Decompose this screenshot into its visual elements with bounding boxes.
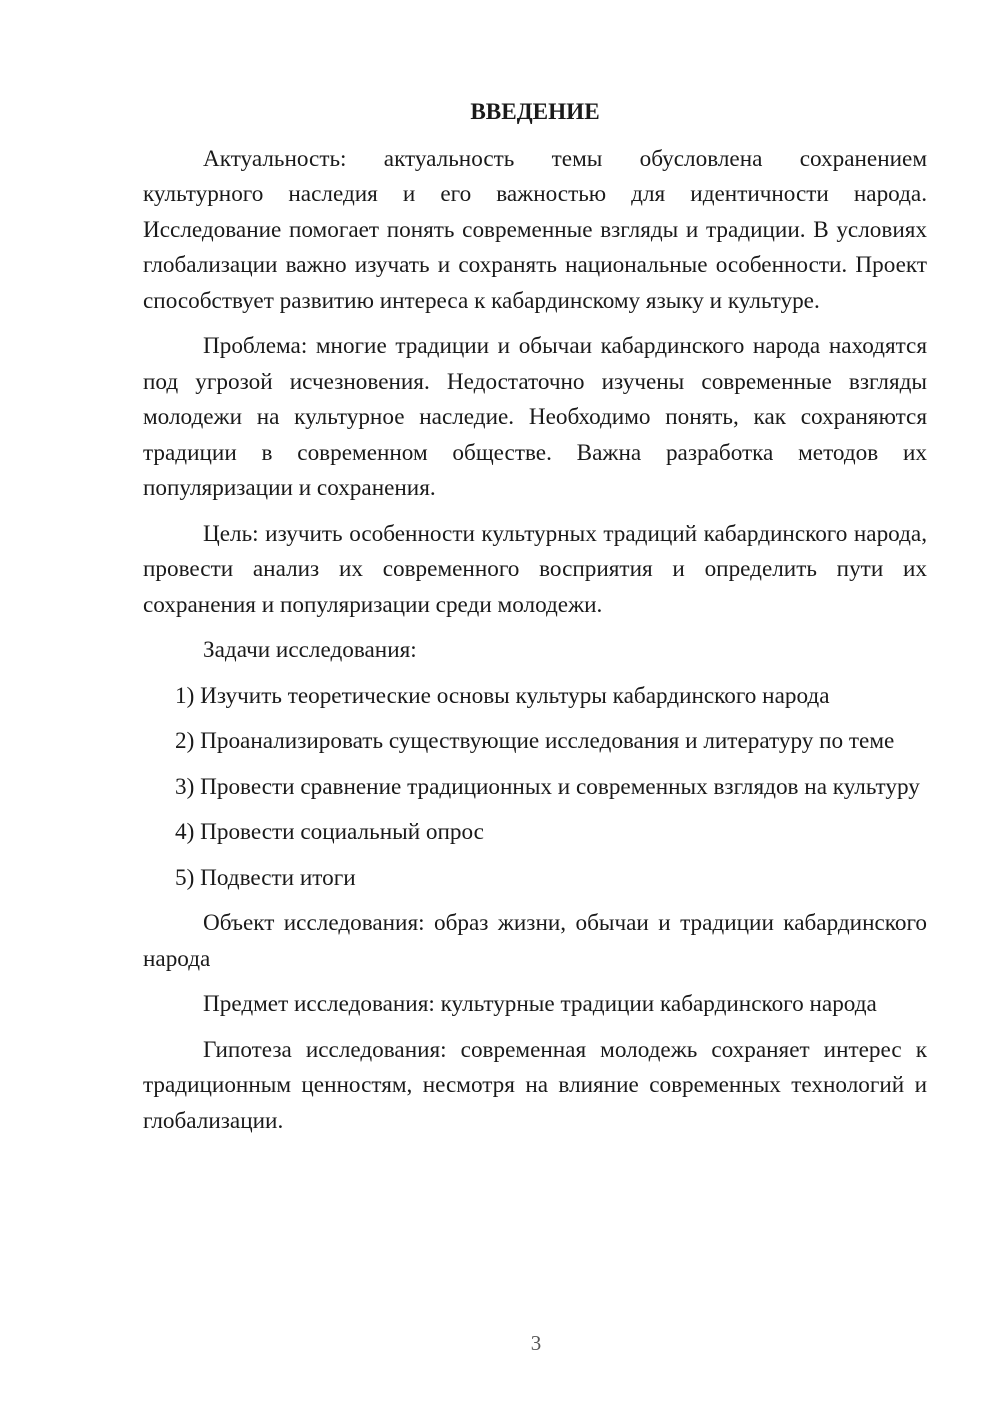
paragraph-subject: Предмет исследования: культурные традиции кабардинского народа: [203, 991, 877, 1017]
paragraph-goal: Цель: изучить особенности культурных традиций кабардинского народа, провести анализ их современного восприятия и определить пути их сохранения и популяризации среди молодежи.: [143, 520, 927, 618]
paragraph-hypothesis: Гипотеза исследования: современная молодежь сохраняет интерес к традиционным ценностям, несмотря на влияние современных технологий и глобализации.: [143, 1036, 927, 1134]
section-heading: ВВЕДЕНИЕ: [470, 99, 600, 125]
paragraph-relevance: Актуальность: актуальность темы обусловлена сохранением культурного наследия и его важностью для идентичности народа. Исследование помогает понять современные взгляды и традиции. В условиях глобализации важно изучать и сохранять национальные особенности. Проект способствует развитию интереса к кабардинскому языку и культуре.: [143, 145, 927, 314]
paragraph-tasks-intro: Задачи исследования:: [203, 637, 417, 663]
task-item-2: 2) Проанализировать существующие исследования и литературу по теме: [175, 728, 895, 754]
task-item-1: 1) Изучить теоретические основы культуры кабардинского народа: [175, 682, 830, 709]
page-number: 3: [530, 1331, 542, 1355]
task-item-4: 4) Провести социальный опрос: [175, 819, 484, 845]
paragraph-problem: Проблема: многие традиции и обычаи кабардинского народа находятся под угрозой исчезновения. Недостаточно изучены современные взгляды молодежи на культурное наследие. Необходимо понять, как сохраняются традиции в современном обществе. Важна разработка методов их популяризации и сохранения.: [143, 333, 927, 501]
task-item-5: 5) Подвести итоги: [175, 864, 356, 891]
page-content: [143, 95, 927, 1149]
paragraph-object: Объект исследования: образ жизни, обычаи и традиции кабардинского народа: [143, 910, 927, 972]
task-item-3: 3) Провести сравнение традиционных и современных взглядов на культуру: [175, 773, 920, 800]
